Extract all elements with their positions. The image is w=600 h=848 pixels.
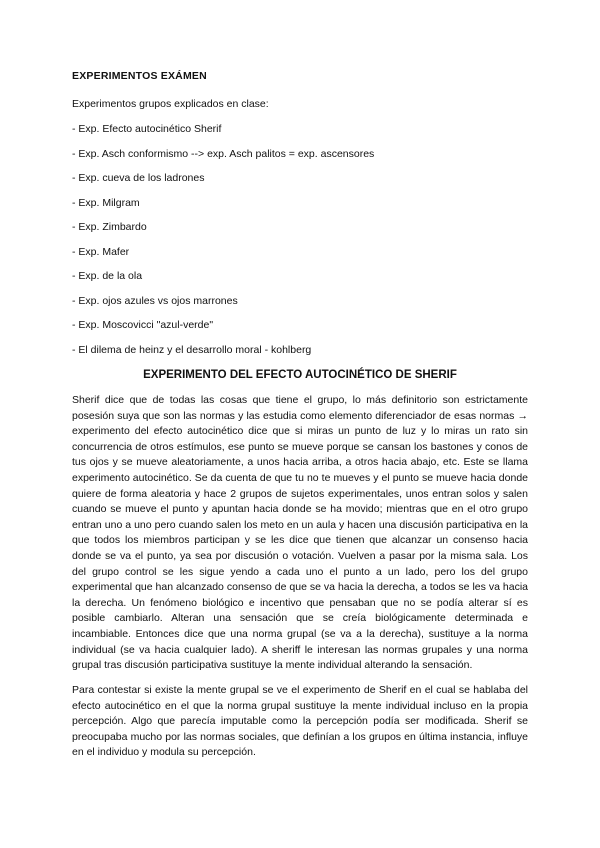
intro-text: Experimentos grupos explicados en clase:	[72, 98, 269, 110]
list-item: - Exp. Efecto autocinético Sherif	[72, 123, 222, 135]
list-item: - Exp. Mafer	[72, 245, 130, 258]
list-item: - Exp. Milgram	[72, 196, 140, 209]
list-item: - Exp. de la ola	[72, 270, 143, 282]
list-item: - Exp. Zimbardo	[72, 221, 147, 233]
body-paragraph: Para contestar si existe la mente grupal se ve el experimento de Sherif en el cual se hablaba del efecto autocinético en el que la norma grupal sustituye la mente individual incluso en la propia percepción. Algo que parecía imputable como la percepción podía ser modificada. Sherif se preocupaba mucho por las normas sociales, que definían a los grupos en última instancia, influye en el individuo y modula su percepción.	[72, 684, 528, 759]
list-item: - Exp. Moscovicci "azul-verde"	[72, 319, 214, 331]
experiment-list	[72, 122, 374, 367]
list-item: - El dilema de heinz y el desarrollo moral - kohlberg	[72, 343, 312, 356]
list-item: - Exp. cueva de los ladrones	[72, 172, 205, 184]
list-item: - Exp. ojos azules vs ojos marrones	[72, 294, 238, 307]
body-paragraph: Sherif dice que de todas las cosas que tiene el grupo, lo más definitorio son estrictamente posesión suya que son las normas y las estudia como elemento diferenciador de esas normas → experimento del efecto autocinético dice que si miras un punto de luz y lo miras un rato sin concurrencia de otros estímulos, ese punto se mueve porque se cansan los bastones y conos de tus ojos y se mueve aleatoriamente, a unos hacia arriba, a otros hacia abajo, etc. Este se llama experimento autocinético. Se da cuenta de que tu no te mueves y el punto se mueve hacia donde quiere de forma aleatoria y hace 2 grupos de sujetos experimentales, unos entran solos y salen cuando se mueve el punto y apuntan hacia donde se ha movido; mientras que en el otro grupo entran uno a uno pero cuando salen los meto en un aula y hacen una discusión participativa en la que todos los miembros participan y se les dice que tienen que alcanzar un consenso hacia donde se va el punto, ya sea por discusión o votación. Vuelven a pasar por la misma sala. Los del grupo control se les sigue yendo a cada uno el punto a un lado, pero los del grupo experimental que han alcanzado consenso de que se va hacia la derecha, a todos se les va hacia la derecha. Un fenómeno biológico e incentivo que pensaban que no se podía alterar sí es posible cambiarlo. Alteran una sensación que se creía biológicamente determinada e incambiable. Entonces dice que una norma grupal (se va a la derecha), sustituye a la norma individual (se va hacia cualquier lado). A sheriff le interesan las normas grupales y una norma grupal tras discusión participativa sustituye la mente individual alterando la sensación.	[72, 394, 528, 672]
section-heading: EXPERIMENTO DEL EFECTO AUTOCINÉTICO DE SHERIF	[143, 369, 457, 381]
list-item: - Exp. Asch conformismo --> exp. Asch palitos = exp. ascensores	[72, 147, 375, 160]
document-title: EXPERIMENTOS EXÁMEN	[72, 70, 207, 82]
